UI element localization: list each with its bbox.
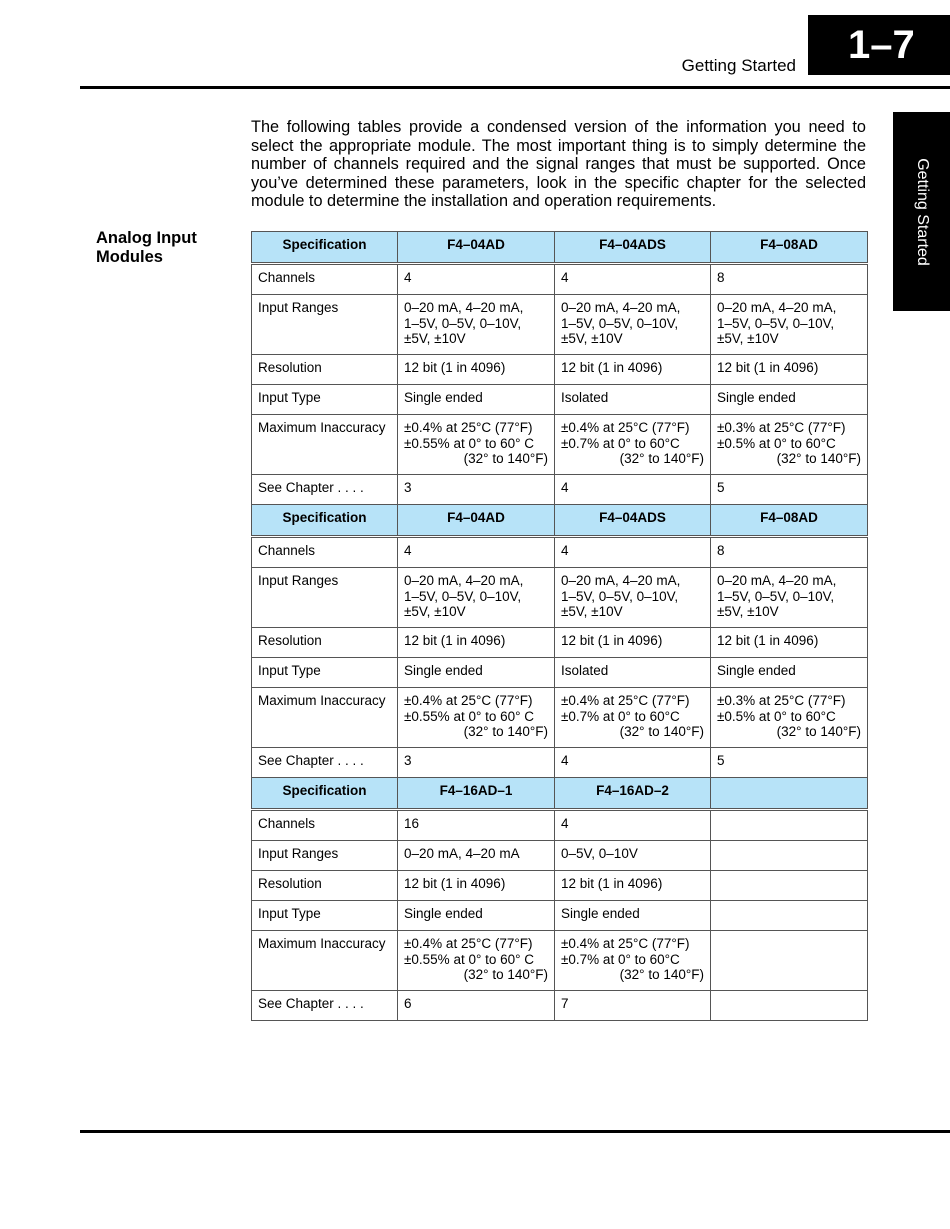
table-cell: 0–20 mA, 4–20 mA, 1–5V, 0–5V, 0–10V, ±5V, ±10V xyxy=(555,568,711,628)
table-row xyxy=(252,748,868,778)
intro-paragraph: The following tables provide a condensed version of the information you need to select the appropriate module. The most important thing is to simply determine the number of channels required and the signal ranges that must be supported. Once you’ve determined these parameters, look in the specific chapter for the selected module to determine the installation and operation requirements. xyxy=(251,118,866,211)
header-cell: Specification xyxy=(252,232,398,264)
accuracy-line: (32° to 140°F) xyxy=(776,724,861,739)
table-cell: 5 xyxy=(711,475,868,505)
table-cell: Single ended xyxy=(555,901,711,931)
table-cell: 4 xyxy=(398,264,555,295)
row-label: Input Ranges xyxy=(252,295,398,355)
accuracy-line: ±0.5% at 0° to 60°C xyxy=(717,435,836,451)
table-cell xyxy=(398,931,555,991)
row-label: Input Type xyxy=(252,658,398,688)
accuracy-line: ±0.4% at 25°C (77°F) xyxy=(404,693,533,708)
table-cell xyxy=(711,871,868,901)
table-cell: 12 bit (1 in 4096) xyxy=(555,355,711,385)
row-label: Input Type xyxy=(252,901,398,931)
accuracy-line: ±0.5% at 0° to 60°C xyxy=(717,708,836,724)
accuracy-line: ±0.4% at 25°C (77°F) xyxy=(404,936,533,951)
table-cell: 12 bit (1 in 4096) xyxy=(398,628,555,658)
table-cell: 3 xyxy=(398,748,555,778)
header-cell: F4–04AD xyxy=(398,505,555,537)
table-row xyxy=(252,264,868,295)
header-cell: Specification xyxy=(252,778,398,810)
table-cell: 4 xyxy=(555,810,711,841)
table-cell: 4 xyxy=(398,537,555,568)
table-cell: 12 bit (1 in 4096) xyxy=(398,871,555,901)
header-cell xyxy=(711,778,868,810)
table-row xyxy=(252,688,868,748)
table-cell xyxy=(555,931,711,991)
accuracy-line: ±0.55% at 0° to 60° C xyxy=(404,435,535,451)
accuracy-line: ±0.3% at 25°C (77°F) xyxy=(717,420,846,435)
table-row xyxy=(252,901,868,931)
row-label: Maximum Inaccuracy xyxy=(252,415,398,475)
accuracy-line: (32° to 140°F) xyxy=(463,451,548,466)
table-cell: 8 xyxy=(711,537,868,568)
table-cell: 0–20 mA, 4–20 mA, 1–5V, 0–5V, 0–10V, ±5V, ±10V xyxy=(711,568,868,628)
table-row xyxy=(252,295,868,355)
accuracy-line: ±0.4% at 25°C (77°F) xyxy=(561,693,690,708)
table-cell: 6 xyxy=(398,991,555,1021)
row-label: See Chapter . . . . xyxy=(252,748,398,778)
row-label: Channels xyxy=(252,810,398,841)
table-cell: 5 xyxy=(711,748,868,778)
table-row xyxy=(252,871,868,901)
side-tab xyxy=(893,112,950,311)
header-cell: F4–04ADS xyxy=(555,232,711,264)
header-cell: F4–08AD xyxy=(711,505,868,537)
table-cell: 16 xyxy=(398,810,555,841)
table-row xyxy=(252,931,868,991)
row-label: Channels xyxy=(252,537,398,568)
table-cell xyxy=(711,415,868,475)
section-title: Getting Started xyxy=(681,56,796,75)
table-cell xyxy=(711,688,868,748)
table-row xyxy=(252,355,868,385)
accuracy-line: (32° to 140°F) xyxy=(619,451,704,466)
table-cell: 12 bit (1 in 4096) xyxy=(711,628,868,658)
table-row xyxy=(252,537,868,568)
accuracy-line: (32° to 140°F) xyxy=(776,451,861,466)
row-label: Channels xyxy=(252,264,398,295)
accuracy-line: ±0.4% at 25°C (77°F) xyxy=(561,420,690,435)
table-row xyxy=(252,475,868,505)
table-cell: 4 xyxy=(555,264,711,295)
table-cell xyxy=(555,688,711,748)
table-cell xyxy=(711,810,868,841)
side-tab-label: Getting Started xyxy=(913,157,931,266)
table-cell: 0–5V, 0–10V xyxy=(555,841,711,871)
header-cell: F4–04ADS xyxy=(555,505,711,537)
accuracy-line: ±0.55% at 0° to 60° C xyxy=(404,951,535,967)
accuracy-line: (32° to 140°F) xyxy=(619,967,704,982)
accuracy-line: ±0.55% at 0° to 60° C xyxy=(404,708,535,724)
table-cell: 0–20 mA, 4–20 mA xyxy=(398,841,555,871)
table-cell: 12 bit (1 in 4096) xyxy=(555,871,711,901)
table-cell: Isolated xyxy=(555,658,711,688)
table-cell: 0–20 mA, 4–20 mA, 1–5V, 0–5V, 0–10V, ±5V, ±10V xyxy=(711,295,868,355)
accuracy-line: ±0.7% at 0° to 60°C xyxy=(561,951,680,967)
table-cell: 12 bit (1 in 4096) xyxy=(398,355,555,385)
table-cell xyxy=(398,415,555,475)
header-row xyxy=(252,505,868,537)
table-cell xyxy=(711,931,868,991)
table-cell: Single ended xyxy=(711,658,868,688)
header-row xyxy=(252,232,868,264)
accuracy-line: (32° to 140°F) xyxy=(463,967,548,982)
table-cell: 0–20 mA, 4–20 mA, 1–5V, 0–5V, 0–10V, ±5V, ±10V xyxy=(398,568,555,628)
table-cell: 0–20 mA, 4–20 mA, 1–5V, 0–5V, 0–10V, ±5V, ±10V xyxy=(555,295,711,355)
table-cell: 8 xyxy=(711,264,868,295)
accuracy-line: ±0.4% at 25°C (77°F) xyxy=(561,936,690,951)
table-cell xyxy=(398,688,555,748)
table-row xyxy=(252,841,868,871)
table-cell: Single ended xyxy=(711,385,868,415)
accuracy-line: ±0.3% at 25°C (77°F) xyxy=(717,693,846,708)
table-row xyxy=(252,991,868,1021)
table-cell: 0–20 mA, 4–20 mA, 1–5V, 0–5V, 0–10V, ±5V, ±10V xyxy=(398,295,555,355)
table-cell xyxy=(711,901,868,931)
row-label: See Chapter . . . . xyxy=(252,475,398,505)
header-cell: Specification xyxy=(252,505,398,537)
top-rule xyxy=(80,86,950,89)
header-row xyxy=(252,778,868,810)
row-label: Input Type xyxy=(252,385,398,415)
table-row xyxy=(252,810,868,841)
table-cell: 4 xyxy=(555,537,711,568)
table-cell: 12 bit (1 in 4096) xyxy=(555,628,711,658)
header-cell: F4–08AD xyxy=(711,232,868,264)
table-row xyxy=(252,385,868,415)
table-cell: Single ended xyxy=(398,658,555,688)
row-label: Input Ranges xyxy=(252,841,398,871)
table-row xyxy=(252,628,868,658)
table-cell xyxy=(711,991,868,1021)
bottom-rule xyxy=(80,1130,950,1133)
page-number: 1–7 xyxy=(808,15,950,75)
row-label: See Chapter . . . . xyxy=(252,991,398,1021)
table-cell: 4 xyxy=(555,475,711,505)
table-cell: 12 bit (1 in 4096) xyxy=(711,355,868,385)
header-cell: F4–16AD–1 xyxy=(398,778,555,810)
accuracy-line: (32° to 140°F) xyxy=(463,724,548,739)
table-row xyxy=(252,568,868,628)
table-cell: Isolated xyxy=(555,385,711,415)
row-label: Resolution xyxy=(252,871,398,901)
row-label: Resolution xyxy=(252,355,398,385)
row-label: Resolution xyxy=(252,628,398,658)
table-cell: Single ended xyxy=(398,901,555,931)
row-label: Input Ranges xyxy=(252,568,398,628)
table-row xyxy=(252,658,868,688)
table-cell: 7 xyxy=(555,991,711,1021)
accuracy-line: (32° to 140°F) xyxy=(619,724,704,739)
table-cell xyxy=(711,841,868,871)
accuracy-line: ±0.7% at 0° to 60°C xyxy=(561,435,680,451)
accuracy-line: ±0.4% at 25°C (77°F) xyxy=(404,420,533,435)
table-cell: 4 xyxy=(555,748,711,778)
table-cell xyxy=(555,415,711,475)
table-cell: Single ended xyxy=(398,385,555,415)
accuracy-line: ±0.7% at 0° to 60°C xyxy=(561,708,680,724)
side-heading: Analog Input Modules xyxy=(96,229,197,266)
row-label: Maximum Inaccuracy xyxy=(252,931,398,991)
table-row xyxy=(252,415,868,475)
table-cell: 3 xyxy=(398,475,555,505)
header-cell: F4–16AD–2 xyxy=(555,778,711,810)
spec-table xyxy=(251,231,868,1021)
header-cell: F4–04AD xyxy=(398,232,555,264)
row-label: Maximum Inaccuracy xyxy=(252,688,398,748)
